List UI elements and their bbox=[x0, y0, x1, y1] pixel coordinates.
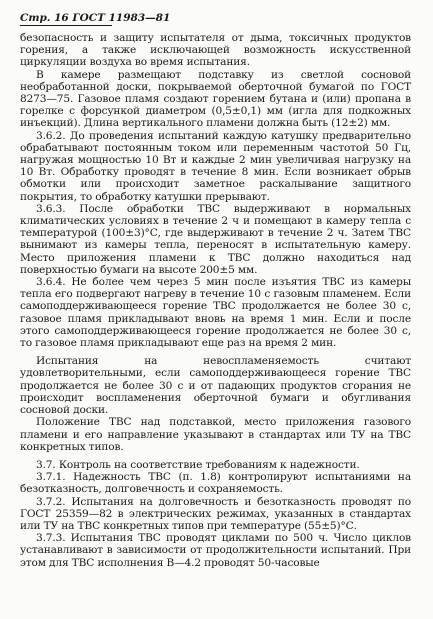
paragraph-results: Испытания на невоспламеняемость считают удовлетворительными, если самоподдерживающееся горение ТВС продолжается не более 30 с и от падающих продуктов сгорания не происходит воспламенения оберточной бумаги и обугливания сосновой доски. bbox=[20, 355, 411, 417]
paragraph-position: Положение ТВС над подставкой, место приложения газового пламени и его направление указывают в стандартах или ТУ на ТВС конкретных типов. bbox=[20, 416, 411, 453]
paragraph-3-7-1: 3.7.1. Надежность ТВС (п. 1.8) контролируют испытаниями на безотказность, долговечность и сохраняемость. bbox=[20, 471, 411, 496]
paragraph-3-6-3: 3.6.3. После обработки ТВС выдерживают в нормальных климатических условиях в течение 2 ч и помещают в камеру тепла с температурой (100±3)°С, где выдерживают в течение 2 ч. Затем ТВС вынимают из камеры тепла, переносят в испытательную камеру. Место приложения пламени к ТВС должно находиться над поверхностью бумаги на высоте 200±5 мм. bbox=[20, 202, 411, 276]
paragraph-3-6-2: 3.6.2. До проведения испытаний каждую катушку предварительно обрабатывают постоянным током или переменным частотой 50 Гц, нагружая мощностью 10 Вт и каждые 2 мин увеличивая нагрузку на 10 Вт. Обработку проводят в течение 8 мин. Если возникает обрыв обмотки или происходит заметное раскалывание защитного покрытия, то обработку катушки прерывают. bbox=[20, 129, 411, 203]
paragraph-chamber: В камере размещают подставку из светлой сосновой необработанной доски, покрываемой оберточной бумагой по ГОСТ 8273—75. Газовое пламя создают горением бутана и (или) пропана в горелке с форсункой диаметром (0,5±0,1) мм (игла для подкожных инъекций). Длина вертикального пламени должна быть (12±2) мм. bbox=[20, 68, 411, 130]
paragraph-continuation: безопасность и защиту испытателя от дыма, токсичных продуктов горения, а также исключающей возможность искусственной циркуляции воздуха во время испытания. bbox=[20, 32, 411, 69]
page-header-label: Стр. 16 ГОСТ 11983—81 bbox=[20, 12, 171, 24]
page-header bbox=[20, 12, 411, 28]
header-underline bbox=[20, 25, 112, 26]
document-body bbox=[20, 32, 411, 569]
paragraph-3-7-3: 3.7.3. Испытания ТВС проводят циклами по 500 ч. Число циклов устанавливают в зависимости от продолжительности испытаний. При этом для ТВС исполнения В—4.2 проводят 50-часовые bbox=[20, 532, 411, 569]
paragraph-3-7-2: 3.7.2. Испытания на долговечность и безотказность проводят по ГОСТ 25359—82 в электрических режимах, указанных в стандартах или ТУ на ТВС конкретных типов при температуре (55±5)°С. bbox=[20, 495, 411, 532]
paragraph-3-7: 3.7. Контроль на соответствие требованиям к надежности. bbox=[36, 458, 360, 471]
paragraph-3-6-4: 3.6.4. Не более чем через 5 мин после изъятия ТВС из камеры тепла его подвергают нагреву в течение 10 с газовым пламенем. Если самоподдерживающееся горение ТВС продолжается не более 30 с, газовое пламя прикладывают вновь на время 1 мин. Если и после этого самоподдерживающееся горение продолжается не более 30 с, то газовое пламя прикладывают еще раз на время 2 мин. bbox=[20, 276, 411, 350]
